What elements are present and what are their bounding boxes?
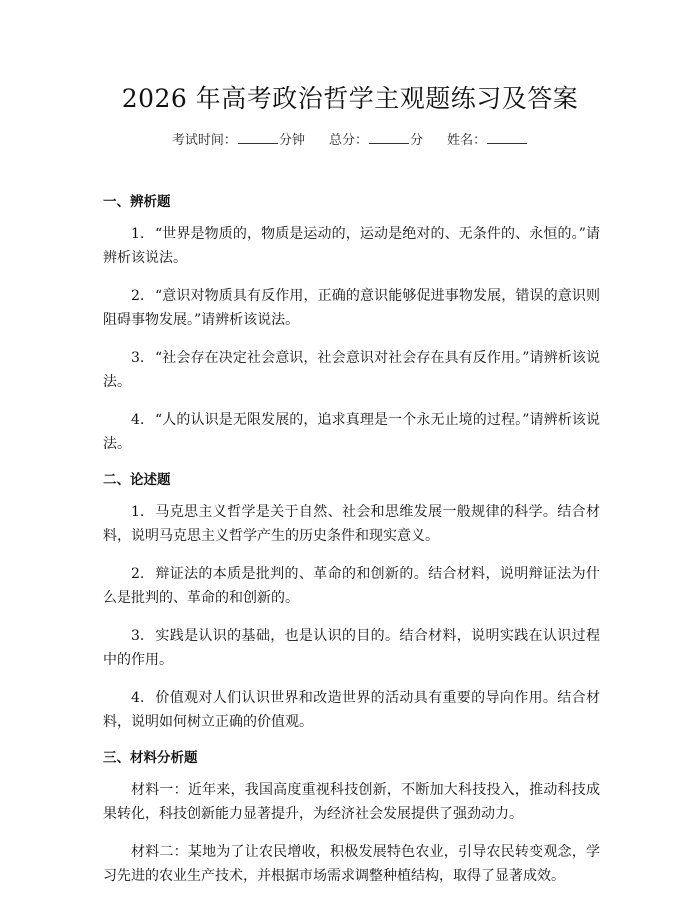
question-number: 1. [131,226,145,242]
question-text: 辩证法的本质是批判的、革命的和创新的。结合材料，说明辩证法为什么是批判的、革命的和创新的。 [103,566,600,606]
question-text: 实践是认识的基础，也是认识的目的。结合材料，说明实践在认识过程中的作用。 [103,628,600,668]
question-item [103,500,600,548]
question-number: 2. [131,566,145,582]
section-discrimination [103,190,600,456]
question-number: 3. [131,628,145,644]
section-heading: 三、材料分析题 [103,750,198,766]
question-text: 马克思主义哲学是关于自然、社会和思维发展一般规律的科学。结合材料，说明马克思主义哲学产生的历史条件和现实意义。 [103,504,600,544]
meta-label: 姓名： [447,133,487,148]
question-text: 价值观对人们认识世界和改造世界的活动具有重要的导向作用。结合材料，说明如何树立正确的价值观。 [103,690,600,730]
meta-name [447,131,528,150]
meta-label: 考试时间： [171,133,237,148]
meta-exam-time [172,131,305,150]
material-item [103,778,600,826]
meta-label: 总分： [328,133,368,148]
section-essay [103,468,600,734]
section-material-analysis [103,746,600,888]
meta-suffix: 分钟 [278,133,305,148]
section-heading: 二、论述题 [103,472,171,488]
blank-line [238,131,278,144]
question-number: 4. [131,412,145,428]
blank-line [487,131,527,144]
question-text: “人的认识是无限发展的，追求真理是一个永无止境的过程。”请辨析该说法。 [103,412,600,452]
material-item [103,840,600,888]
question-item [103,408,600,456]
question-number: 4. [131,690,145,706]
question-text: “社会存在决定社会意识，社会意识对社会存在具有反作用。”请辨析该说法。 [103,350,600,390]
question-number: 2. [131,288,145,304]
meta-total-score [329,131,423,150]
question-item [103,624,600,672]
question-item [103,222,600,270]
question-number: 1. [131,504,145,520]
material-text: 材料二：某地为了让农民增收，积极发展特色农业，引导农民转变观念，学习先进的农业生产技术，并根据市场需求调整种植结构，取得了显著成效。 [103,844,600,884]
question-item [103,346,600,394]
question-item [103,686,600,734]
question-item [103,284,600,332]
meta-suffix: 分 [410,133,424,148]
section-heading: 一、辨析题 [103,194,171,210]
question-item [103,562,600,610]
page-title: 2026 年高考政治哲学主观题练习及答案 [121,84,579,113]
exam-meta [0,131,700,150]
material-text: 材料一：近年来，我国高度重视科技创新，不断加大科技投入，推动科技成果转化，科技创新能力显著提升，为经济社会发展提供了强劲动力。 [103,782,600,822]
document-body [103,190,600,902]
question-text: “世界是物质的，物质是运动的，运动是绝对的、无条件的、永恒的。”请辨析该说法。 [103,226,600,266]
question-text: “意识对物质具有反作用，正确的意识能够促进事物发展，错误的意识则阻碍事物发展。”请辨析该说法。 [103,288,600,328]
question-number: 3. [131,350,145,366]
blank-line [369,131,409,144]
